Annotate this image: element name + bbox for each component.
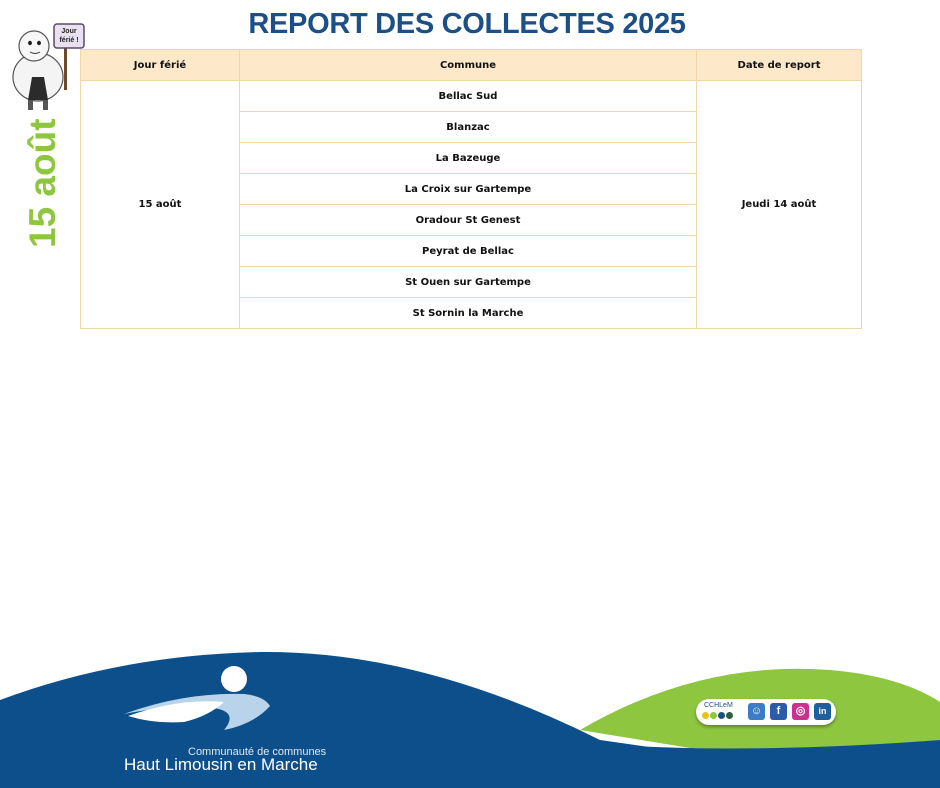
organization-name: Haut Limousin en Marche — [124, 755, 318, 774]
dot-darkgreen — [726, 712, 733, 719]
sign-text-line2: férié ! — [59, 37, 79, 44]
dot-blue — [718, 712, 725, 719]
commune-cell: St Sornin la Marche — [240, 298, 697, 329]
side-date-label: 15 août — [22, 118, 63, 248]
app-icon[interactable]: ☺ — [748, 703, 765, 720]
facebook-icon[interactable]: f — [770, 703, 787, 720]
column-header-holiday: Jour férié — [81, 50, 240, 81]
column-header-commune: Commune — [240, 50, 697, 81]
commune-cell: Blanzac — [240, 112, 697, 143]
commune-cell: Bellac Sud — [240, 81, 697, 112]
dot-green — [710, 712, 717, 719]
commune-cell: Oradour St Genest — [240, 205, 697, 236]
instagram-icon[interactable]: ◎ — [792, 703, 809, 720]
linkedin-icon[interactable]: in — [814, 703, 831, 720]
commune-cell: Peyrat de Bellac — [240, 236, 697, 267]
table-row — [81, 81, 862, 112]
table-header-row — [81, 50, 862, 81]
commune-cell: St Ouen sur Gartempe — [240, 267, 697, 298]
dot-yellow — [702, 712, 709, 719]
commune-cell: La Bazeuge — [240, 143, 697, 174]
social-links-badge — [696, 699, 836, 725]
sheep-mascot-icon — [8, 22, 88, 114]
column-header-report-date: Date de report — [697, 50, 862, 81]
holiday-cell: 15 août — [81, 81, 240, 329]
organization-logo-icon — [124, 664, 274, 744]
page-title: REPORT DES COLLECTES 2025 — [248, 8, 686, 40]
social-label: CCHLeM — [704, 702, 733, 709]
commune-cell: La Croix sur Gartempe — [240, 174, 697, 205]
sign-text-line1: Jour — [61, 28, 77, 35]
report-table — [80, 49, 862, 329]
organization-subtitle: Communauté de communes — [188, 746, 327, 758]
brand-dots — [702, 712, 733, 719]
report-date-cell: Jeudi 14 août — [697, 81, 862, 329]
